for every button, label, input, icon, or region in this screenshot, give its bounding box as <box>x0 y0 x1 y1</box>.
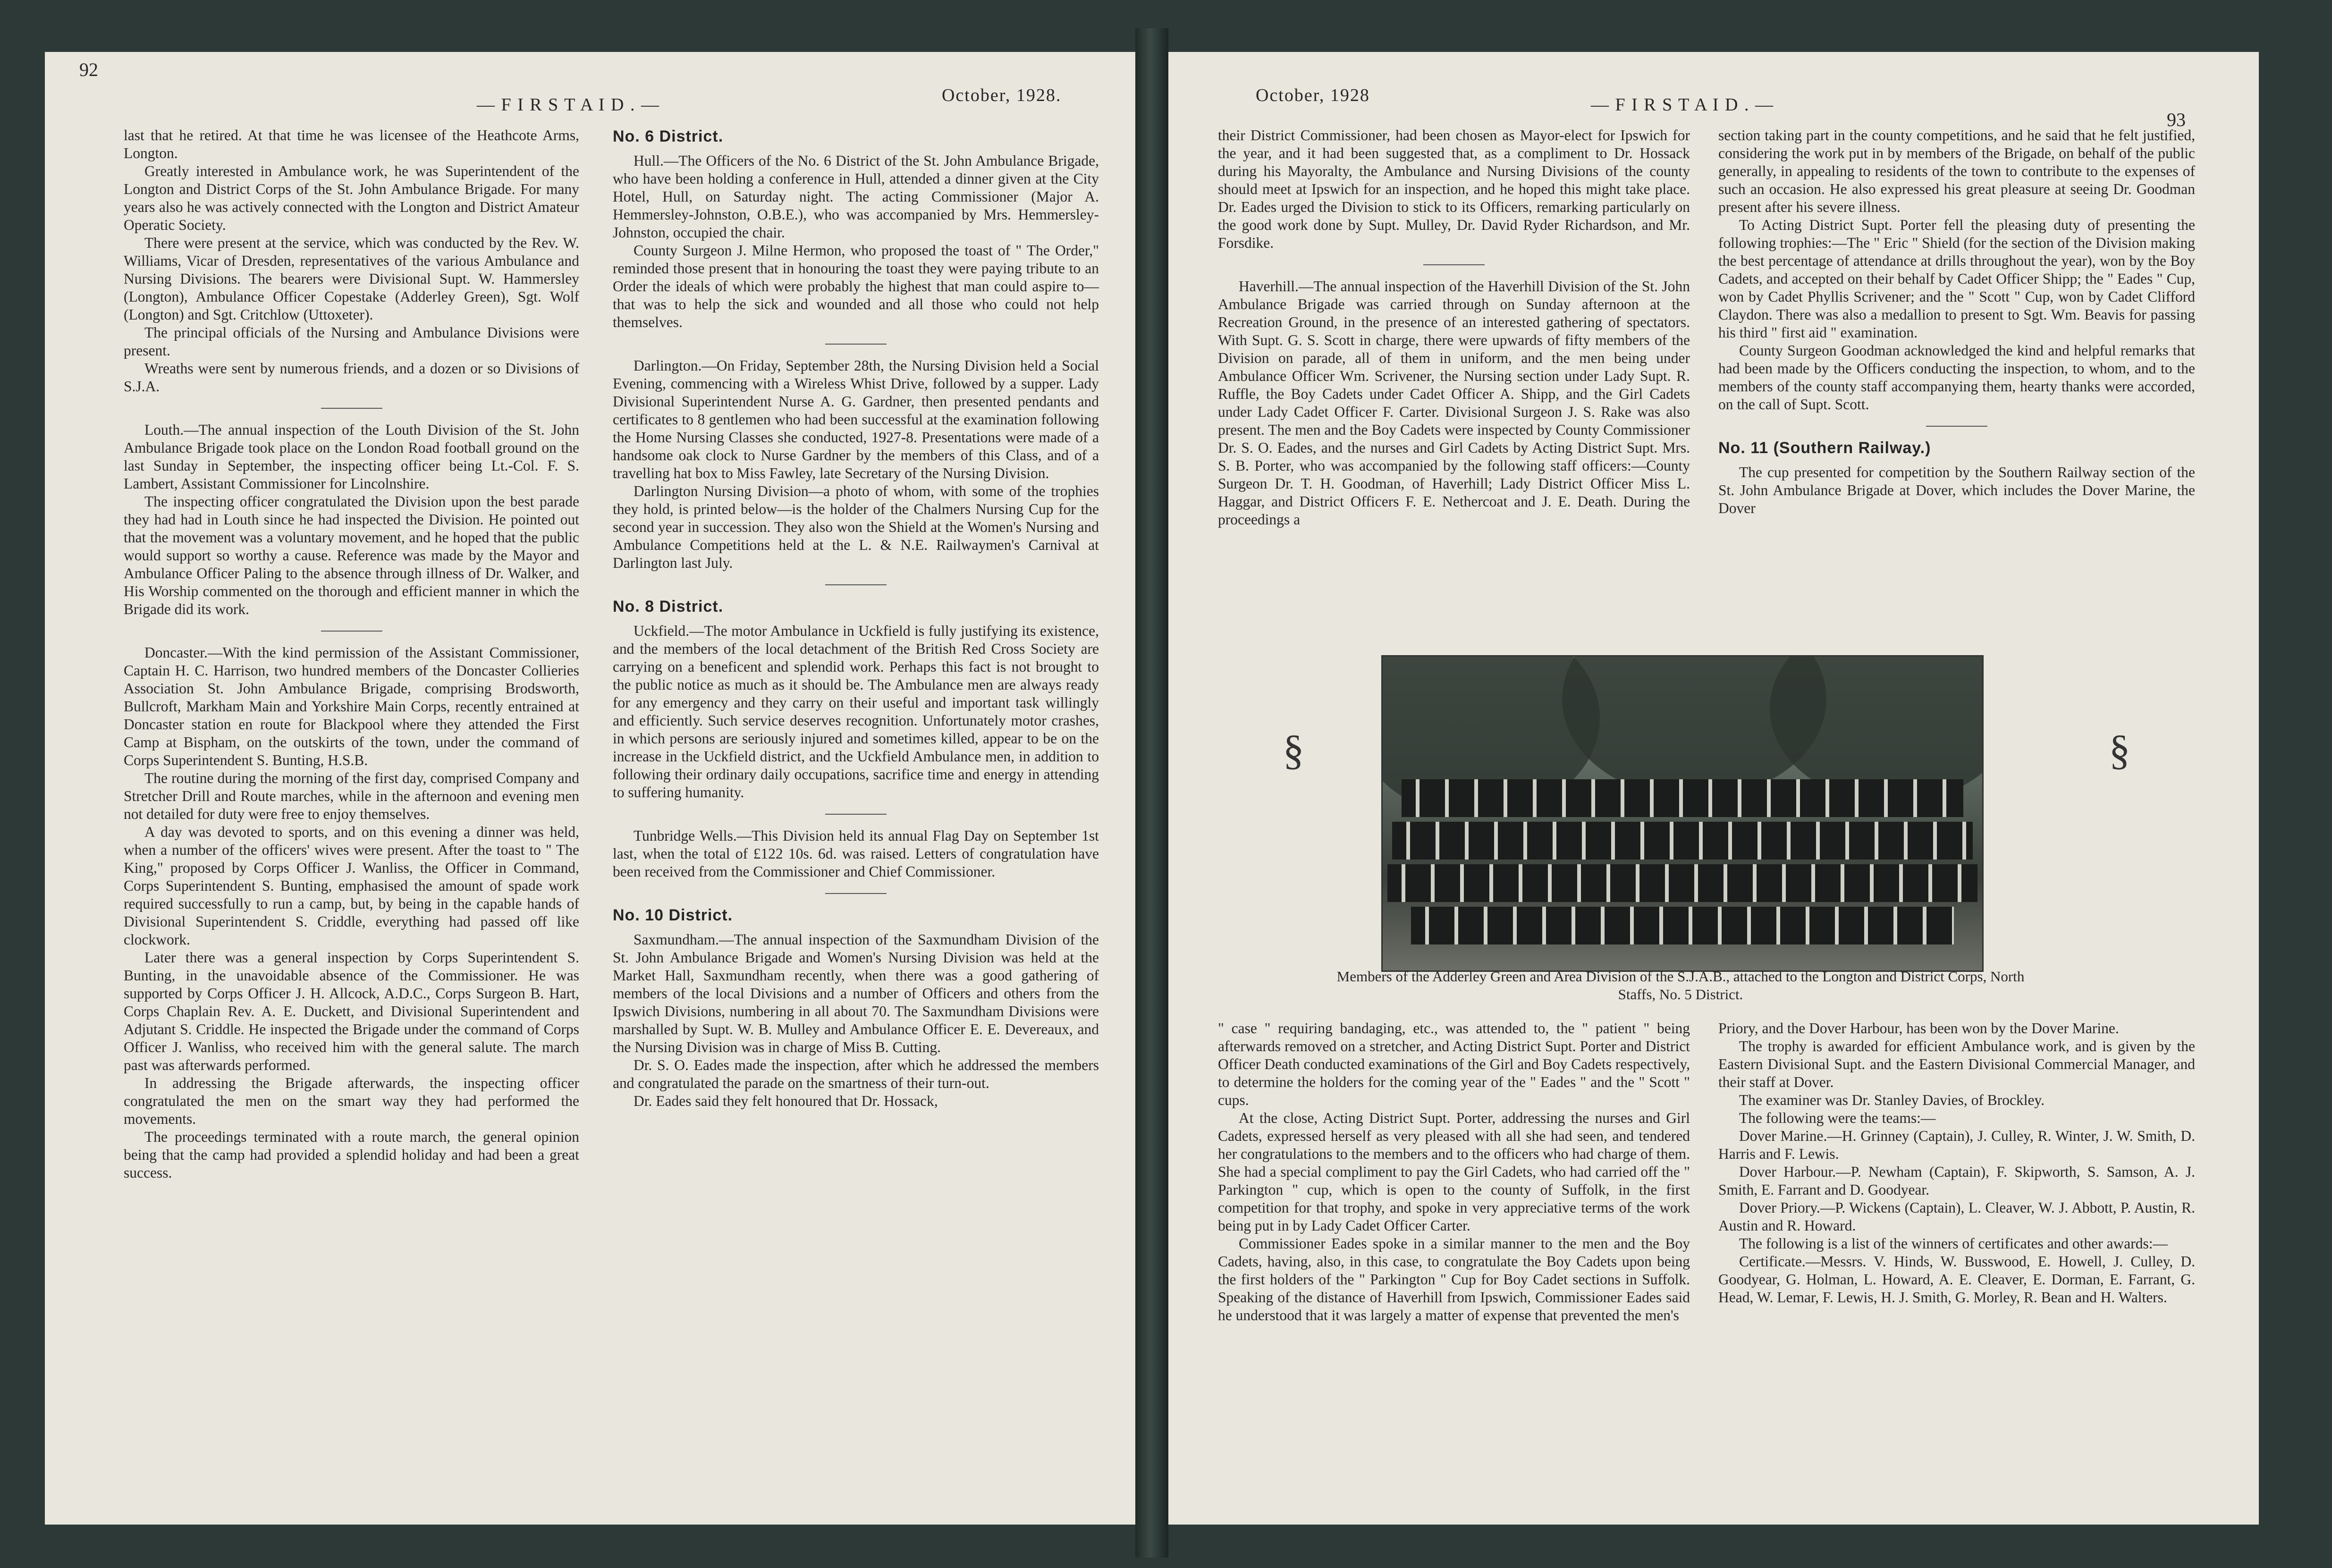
paragraph: Doncaster.—With the kind permission of the Assistant Commissioner, Captain H. C. Harrison, two hundred members of the Doncaster Collieries Association St. John Ambulance Brigade, comprising Brodsworth, Bullcroft, Markham Main and Yorkshire Main Corps, recently entrained at Doncaster station en route for Blackpool where they attended the First Camp at Bispham, on the outskirts of the town, under the command of Corps Superintendent S. Bunting, H.S.B. <box>124 644 579 768</box>
paragraph: Darlington Nursing Division—a photo of whom, with some of the trophies they hold, is printed below—is the holder of the Chalmers Nursing Cup for the second year in succession. They also won the Shield at the Women's Nursing and Ambulance Competitions held at the L. & N.E. Railwaymen's Carnival at Darlington last July. <box>613 483 1099 571</box>
section-heading: No. 6 District. <box>613 127 724 145</box>
ornament-right-icon: § <box>2109 727 2130 774</box>
paragraph: The following is a list of the winners of certificates and other awards:— <box>1739 1235 2168 1252</box>
paragraph: The examiner was Dr. Stanley Davies, of Brockley. <box>1739 1092 2045 1108</box>
paragraph: County Surgeon J. Milne Hermon, who proposed the toast of " The Order," reminded those present that in honouring the toast they were paying tribute to an Order the ideals of which were probably the highest that man could aspire to—that was to help the sick and wounded and all those who could not help themselves. <box>613 242 1099 330</box>
left-column-2 <box>613 117 1099 1110</box>
paragraph: Saxmundham.—The annual inspection of the Saxmundham Division of the St. John Ambulance Brigade and Women's Nursing Division was held at the Market Hall, Saxmundham recently, when there was a good gathering of members of the local Divisions and a number of Officers and others from the Ipswich Divisions, numbering in all about 70. The Saxmundham Divisions were marshalled by Supt. W. B. Mulley and Ambulance Officer E. E. Devereaux, and the Nursing Division was in charge of Miss B. Cutting. <box>613 931 1099 1055</box>
paragraph: " case " requiring bandaging, etc., was attended to, the " patient " being afterwards removed on a stretcher, and Acting District Supt. Porter and District Officer Death conducted examinations of the Girl and Boy Cadets respectively, to determine the holders for the coming year of the " Eades " and the " Scott " cups. <box>1218 1020 1690 1108</box>
paragraph: Hull.—The Officers of the No. 6 District of the St. John Ambulance Brigade, who have been holding a conference in Hull, attended a dinner given at the City Hotel, Hull, on Saturday night. The acting Commissioner (Major A. Hemmersley-Johnston, O.B.E.), who was accompanied by Mrs. Hemmersley-Johnston, occupied the chair. <box>613 152 1099 241</box>
section-divider <box>825 814 887 815</box>
paragraph: section taking part in the county competitions, and he said that he felt justified, considering the work put in by members of the Brigade, on behalf of the public generally, in appealing to residents of the town to contribute to the expenses of such an occasion. He also expressed his great pleasure at seeing Dr. Goodman present after his severe illness. <box>1718 127 2195 215</box>
paragraph: The inspecting officer congratulated the Division upon the best parade they had had in Louth since he had inspected the Division. He pointed out that the movement was a voluntary movement, and he hoped that the public would support so worthy a cause. Reference was made by the Mayor and Ambulance Officer Paling to the absence through illness of Dr. Walker, and His Worship commented on the thorough and efficient manner in which the Brigade did its work. <box>124 493 579 617</box>
paragraph: The proceedings terminated with a route march, the general opinion being that the camp had provided a splendid holiday and had been a great success. <box>124 1129 579 1181</box>
right-column-4 <box>1718 1020 2195 1307</box>
page-number-left: 92 <box>79 59 98 80</box>
right-column-2 <box>1718 126 2195 517</box>
photo-caption: Members of the Adderley Green and Area Division of the S.J.A.B., attached to the Longton and District Corps, North Staffs, No. 5 District. <box>1336 968 2025 1003</box>
section-heading: No. 8 District. <box>613 598 724 615</box>
paragraph: There were present at the service, which was conducted by the Rev. W. Williams, Vicar of Dresden, representatives of the various Ambulance and Nursing Divisions. The bearers were Divisional Supt. W. Hammersley (Longton), Ambulance Officer Copestake (Adderley Green), Sgt. Wolf (Longton) and Sgt. Critchlow (Uttoxeter). <box>124 235 579 323</box>
paragraph: Dover Marine.—H. Grinney (Captain), J. Culley, R. Winter, J. W. Smith, D. Harris and F. Lewis. <box>1718 1128 2195 1162</box>
paragraph: The following were the teams:— <box>1739 1110 1936 1126</box>
paragraph: At the close, Acting District Supt. Porter, addressing the nurses and Girl Cadets, expressed herself as very pleased with all she had seen, and tendered her congratulations to the members and to the officers who had charge of them. She had a special compliment to pay the Girl Cadets, who had carried off the " Parkington " cup, which is open to the county of Suffolk, in the first competition for that trophy, and spoke in very appreciative terms of the work being put in by Lady Cadet Officer Carter. <box>1218 1110 1690 1234</box>
paragraph: Dover Priory.—P. Wickens (Captain), L. Cleaver, W. J. Abbott, P. Austin, R. Austin and R. Howard. <box>1718 1199 2195 1234</box>
issue-date-right: October, 1928 <box>1256 85 1370 105</box>
paragraph: The routine during the morning of the first day, comprised Company and Stretcher Drill and Route marches, while in the afternoon and evening men not detailed for duty were free to enjoy themselves. <box>124 770 579 822</box>
section-divider <box>825 344 887 345</box>
paragraph: Uckfield.—The motor Ambulance in Uckfield is fully justifying its existence, and the members of the local detachment of the British Red Cross Society are carrying on a beneficent and splendid work. Perhaps this fact is not brought to the public notice as much as it should be. The Ambulance men are always ready for any emergency and they carry on their useful and important task willingly and efficiently. Such service deserves recognition. Unfortunately motor crashes, in which persons are seriously injured and sometimes killed, appear to be on the increase in the Uckfield district, and the Uckfield Ambulance men, in addition to following their ordinary daily occupations, sacrifice time and energy in attending to suffering humanity. <box>613 623 1099 801</box>
paragraph: Wreaths were sent by numerous friends, and a dozen or so Divisions of S.J.A. <box>124 360 579 395</box>
ornament-left-icon: § <box>1283 727 1304 774</box>
paragraph: Darlington.—On Friday, September 28th, the Nursing Division held a Social Evening, commencing with a Wireless Whist Drive, followed by a supper. Lady Divisional Superintendent Nurse A. G. Gardner, then presented pendants and certificates to 8 gentlemen who had been successful at the examination following the Home Nursing Classes she conducted, 1927-8. Presentations were made of a handsome oak clock to Nurse Gardner by the members of this Class, and of a travelling hat box to Miss Fawley, late Secretary of the Nursing Division. <box>613 357 1099 481</box>
paragraph: The trophy is awarded for efficient Ambulance work, and is given by the Eastern Divisional Supt. and the Eastern Divisional Commercial Manager, and their staff at Dover. <box>1718 1038 2195 1090</box>
paragraph: Dr. S. O. Eades made the inspection, after which he addressed the members and congratulated the parade on the smartness of their turn-out. <box>613 1057 1099 1091</box>
paragraph: last that he retired. At that time he was licensee of the Heathcote Arms, Longton. <box>124 127 579 161</box>
paragraph: Dr. Eades said they felt honoured that Dr. Hossack, <box>634 1093 938 1109</box>
paragraph: Certificate.—Messrs. V. Hinds, W. Busswood, E. Howell, J. Culley, D. Goodyear, G. Holman, L. Howard, A. E. Cleaver, E. Dorman, E. Farrant, G. Head, W. Lemar, F. Lewis, H. J. Smith, G. Morley, R. Bean and H. Walters. <box>1718 1253 2195 1306</box>
paragraph: Dover Harbour.—P. Newham (Captain), F. Skipworth, S. Samson, A. J. Smith, E. Farrant and D. Goodyear. <box>1718 1163 2195 1198</box>
section-divider <box>825 584 887 585</box>
paragraph: To Acting District Supt. Porter fell the pleasing duty of presenting the following trophies:—The " Eric " Shield (for the section of the Division making the best percentage of attendance at drills throughout the year), won by the Boy Cadets, and accepted on their behalf by Cadet Officer Shipp; the " Eades " Cup, won by Cadet Phyllis Scrivener; and the " Scott " Cup, won by Cadet Clifford Claydon. There was also a medallion to present to Sgt. Wm. Beavis for passing his third " first aid " examination. <box>1718 217 2195 341</box>
paragraph: The principal officials of the Nursing and Ambulance Divisions were present. <box>124 324 579 359</box>
section-divider <box>1926 426 1987 427</box>
section-divider <box>825 893 887 894</box>
right-column-3 <box>1218 1020 1690 1324</box>
left-column-1 <box>124 126 579 1182</box>
paragraph: The cup presented for competition by the Southern Railway section of the St. John Ambulance Brigade at Dover, which includes the Dover Marine, the Dover <box>1718 464 2195 516</box>
paragraph: Louth.—The annual inspection of the Louth Division of the St. John Ambulance Brigade took place on the London Road football ground on the last Sunday in September, the inspecting officer being Lt.-Col. F. S. Lambert, Assistant Commissioner for Lincolnshire. <box>124 422 579 492</box>
page-number-right: 93 <box>2167 109 2186 130</box>
section-divider <box>321 631 382 632</box>
paragraph: their District Commissioner, had been chosen as Mayor-elect for Ipswich for the year, and it had been suggested that, as a compliment to Dr. Hossack during his Mayoralty, the Ambulance and Nursing Divisions of the county should meet at Ipswich for an inspection, and he hoped this might take place. Dr. Eades urged the Division to stick to its Officers, remarking particularly on the good work done by Supt. Mulley, Dr. David Ryder Richardson, and Mr. Forsdike. <box>1218 127 1690 251</box>
running-head-left: — F I R S T A I D . — <box>477 95 660 115</box>
right-column-1 <box>1218 126 1690 529</box>
paragraph: In addressing the Brigade afterwards, the inspecting officer congratulated the men on the smart way they had performed the movements. <box>124 1075 579 1127</box>
section-heading: No. 11 (Southern Railway.) <box>1718 439 1931 457</box>
paragraph: Priory, and the Dover Harbour, has been won by the Dover Marine. <box>1718 1020 2119 1037</box>
paragraph: Tunbridge Wells.—This Division held its annual Flag Day on September 1st last, when the total of £122 10s. 6d. was raised. Letters of congratulation have been received from the Commissioner and Chief Commissioner. <box>613 827 1099 880</box>
section-divider <box>1423 264 1485 265</box>
section-divider <box>321 408 382 409</box>
section-heading: No. 10 District. <box>613 906 733 924</box>
paragraph: County Surgeon Goodman acknowledged the kind and helpful remarks that had been made by the Officers conducting the inspection, to whom, and to the members of the county staff accompanying them, hearty thanks were accorded, on the call of Supt. Scott. <box>1718 342 2195 413</box>
running-head-right: — F I R S T A I D . — <box>1591 95 1774 115</box>
issue-date-left: October, 1928. <box>942 85 1062 105</box>
group-photograph <box>1381 655 1984 972</box>
paragraph: Haverhill.—The annual inspection of the Haverhill Division of the St. John Ambulance Brigade was carried through on Sunday afternoon at the Recreation Ground, in the presence of an interested gathering of spectators. With Supt. G. S. Scott in charge, there were upwards of fifty members of the Division on parade, all of them in uniform, and the men being under Ambulance Officer Wm. Scrivener, the Nursing section under Lady Supt. R. Ruffle, the Boy Cadets under Cadet Officer A. Shipp, and the Girl Cadets under Lady Cadet Officer F. Carter. Divisional Surgeon J. S. Rake was also present. The men and the Boy Cadets were inspected by County Commissioner Dr. S. O. Eades, and the nurses and Girl Cadets by Acting District Supt. Mrs. S. B. Porter, who was accompanied by the following staff officers:—County Surgeon Dr. T. H. Goodman, of Haverhill; Lady District Officer Miss L. Haggar, and District Officers F. E. Nethercoat and J. E. Death. During the proceedings a <box>1218 278 1690 528</box>
paragraph: A day was devoted to sports, and on this evening a dinner was held, when a number of the officers' wives were present. After the toast to " The King," proposed by Corps Officer J. Wanliss, the Officer in Command, Corps Superintendent S. Bunting, emphasised the amount of spade work required successfully to run a camp, but, by being in the capable hands of Divisional Superintendent S. Criddle, everything had passed off like clockwork. <box>124 824 579 948</box>
paragraph: Later there was a general inspection by Corps Superintendent S. Bunting, in the unavoidable absence of the Commissioner. He was supported by Corps Officer J. H. Allcock, A.D.C., Corps Surgeon B. Hart, Corps Chaplain Rev. A. E. Duckett, and Divisional Superintendent and Adjutant S. Criddle. He inspected the Brigade under the command of Corps Officer J. Wanliss, who received him with the general salute. The march past was afterwards performed. <box>124 949 579 1073</box>
paragraph: Commissioner Eades spoke in a similar manner to the men and the Boy Cadets, having, also, in this case, to congratulate the Boy Cadets upon being the first holders of the " Parkington " Cup for Boy Cadet sections in Suffolk. Speaking of the distance of Haverhill from Ipswich, Commissioner Eades said he understood that it was largely a matter of expense that prevented the men's <box>1218 1235 1690 1324</box>
paragraph: Greatly interested in Ambulance work, he was Superintendent of the Longton and District Corps of the St. John Ambulance Brigade. For many years also he was actively connected with the Longton and District Amateur Operatic Society. <box>124 163 579 233</box>
book-gutter <box>1135 28 1168 1558</box>
